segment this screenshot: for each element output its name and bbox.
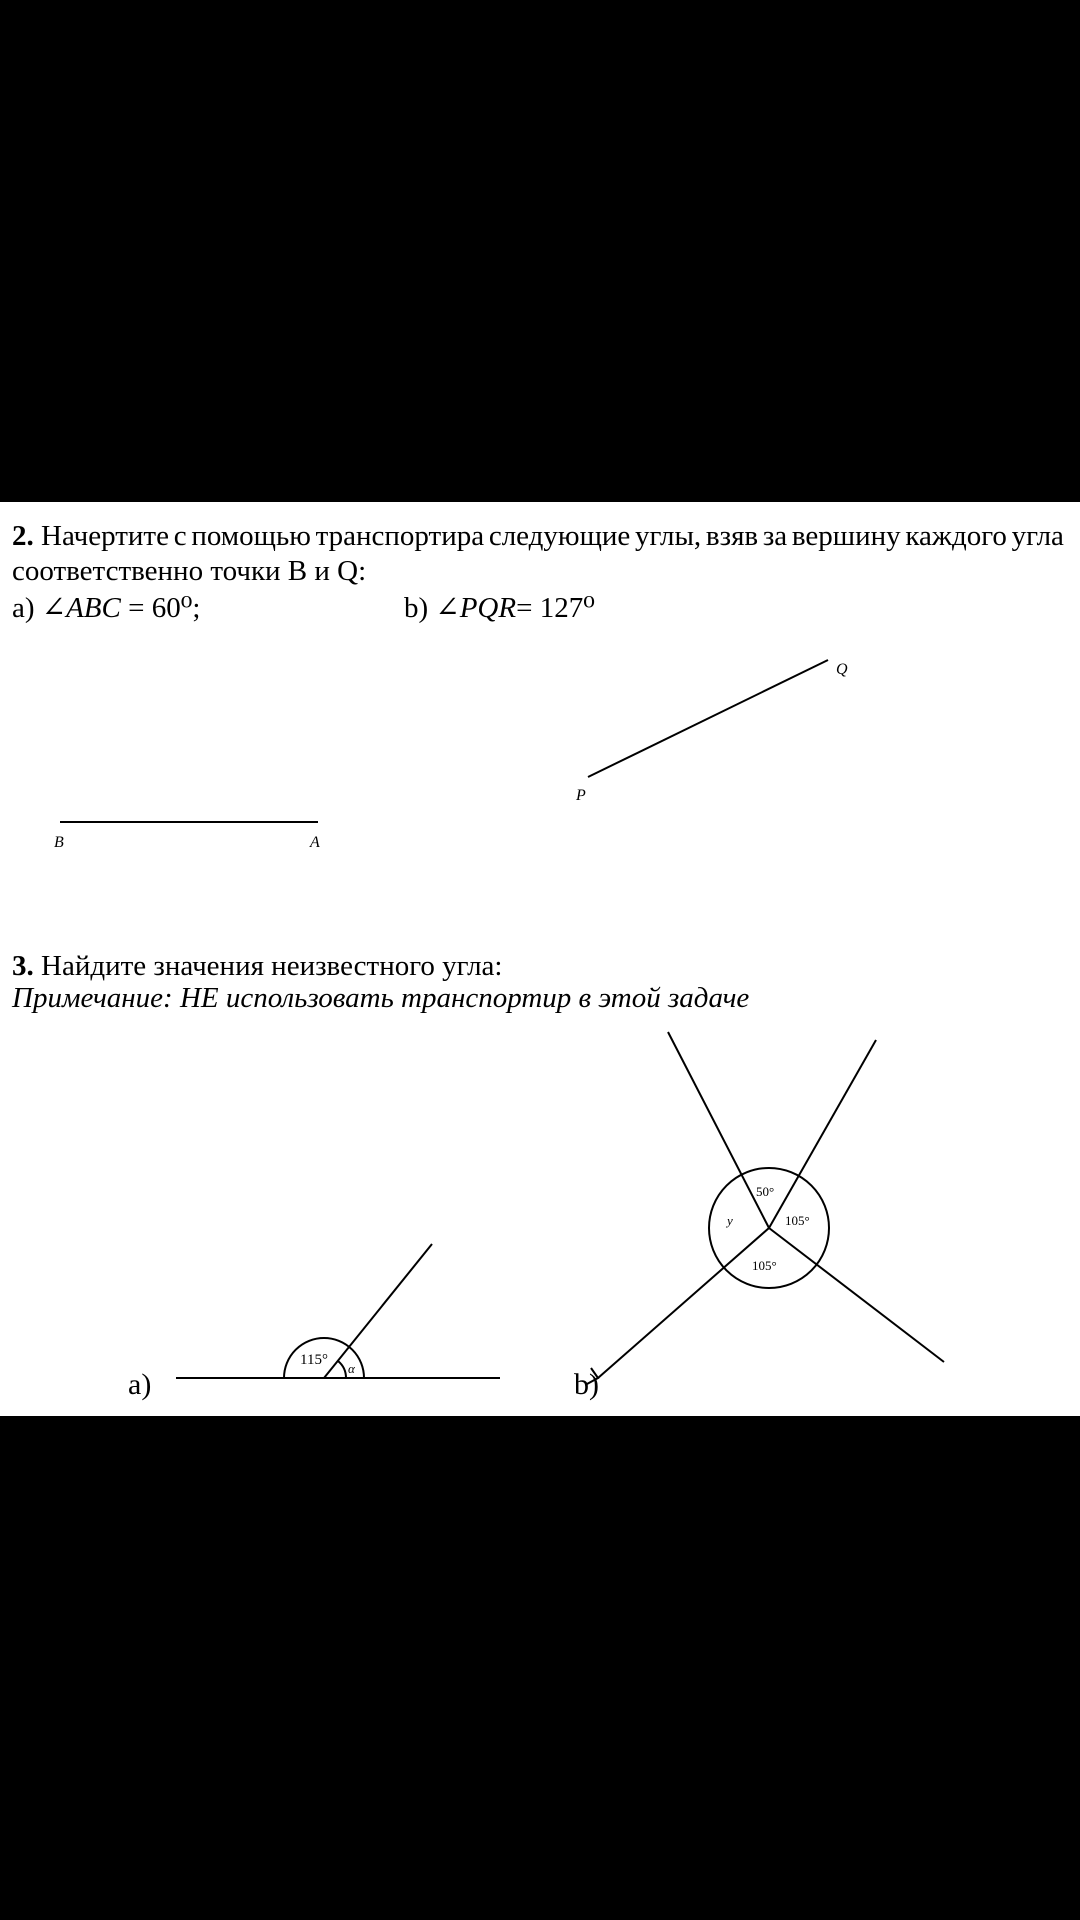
task2-word: каждого [905,520,1007,552]
fig-b-angle-right: 105° [785,1213,810,1228]
task2-line2: соответственно точки В и Q: [12,555,367,587]
fig-b-angle-top: 50° [756,1184,775,1199]
fig-b-line-lower-left [598,1228,769,1378]
figure-a-label: a) [128,1368,152,1401]
geometry-figures [0,502,1080,1416]
task2-word: с [173,520,187,552]
fig-b-line-upper-left [668,1032,769,1228]
fig-a-angle-115: 115° [300,1352,328,1368]
point-q-label: Q [836,661,848,678]
task3-note: Примечание: НЕ использовать транспортир в этой задаче [12,982,750,1014]
task2-word: за [762,520,788,552]
task2-part-b: b) ∠PQR= 127⁰ [404,592,595,624]
task2-word: помощью [191,520,311,552]
point-b-label: B [54,834,64,851]
fig-a-arc-alpha [338,1361,346,1378]
task3-title: 3. Найдите значения неизвестного угла: [12,950,503,982]
task2-word: углы, [635,520,702,552]
task2-word: следующие [488,520,631,552]
task2-word: 2. Начертите [12,520,169,552]
fig-b-angle-bottom: 105° [752,1258,777,1273]
fig-b-line-lower-right [769,1228,944,1362]
fig-b-angle-y: y [727,1213,733,1228]
fig-a-angle-alpha: α [348,1361,355,1376]
task2-word: угла [1011,520,1064,552]
fig-a-ray [324,1244,432,1378]
point-a-label: A [310,834,320,851]
worksheet [0,502,1080,1416]
task2-word: вершину [791,520,901,552]
fig-b-end-mark [587,1368,598,1384]
figure-b-label: b) [574,1368,599,1401]
ray-pq [588,660,828,777]
task2-part-a: a) ∠ABC = 60⁰; [12,592,201,624]
task2-word: транспортира [315,520,485,552]
point-p-label: P [576,787,586,804]
task2-word: взяв [705,520,759,552]
